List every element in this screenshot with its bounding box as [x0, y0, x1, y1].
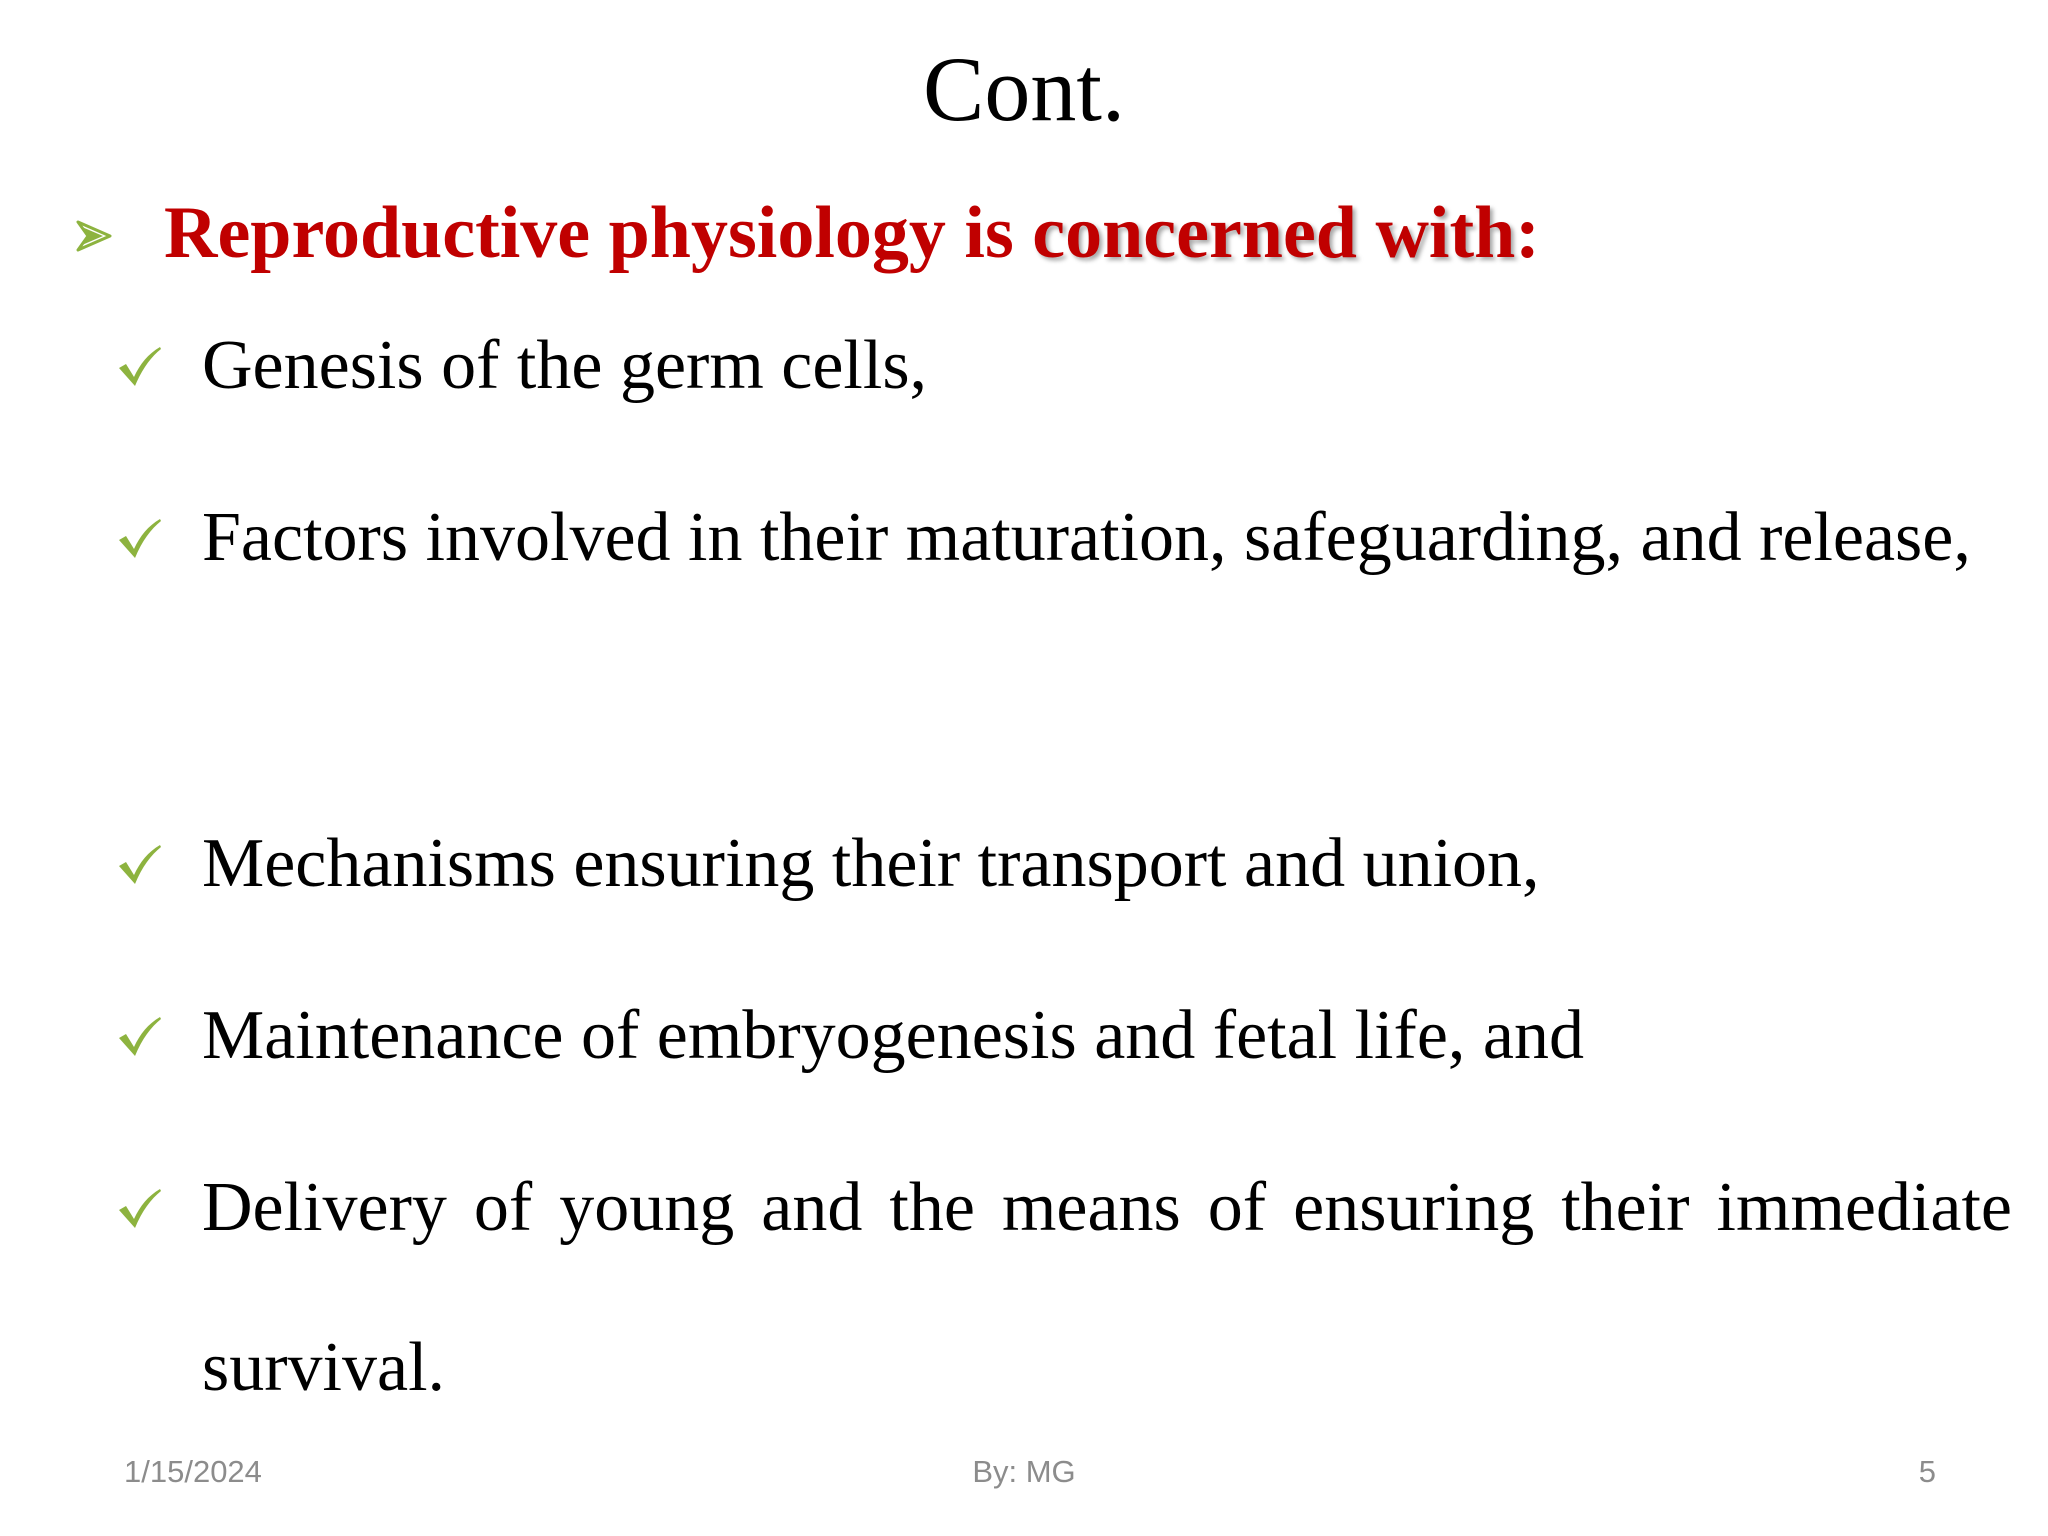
- list-item-text: Genesis of the germ cells,: [202, 327, 928, 404]
- check-icon: [116, 344, 162, 390]
- footer-date: 1/15/2024: [124, 1454, 262, 1489]
- slide-title: Cont.: [923, 38, 1125, 140]
- check-icon: [116, 1186, 162, 1232]
- check-icon: [116, 842, 162, 888]
- check-icon: [116, 516, 162, 562]
- list-item-text: Factors involved in their maturation, safeguarding, and release,: [202, 499, 1971, 576]
- arrow-icon: [76, 218, 112, 254]
- heading-text-emphasis: concerned with: [1032, 192, 1516, 274]
- list-item-text: Maintenance of embryogenesis and fetal life, and: [202, 997, 1584, 1074]
- page-number: 5: [1918, 1454, 1936, 1489]
- heading-row: [76, 188, 2016, 278]
- list-item-text: Mechanisms ensuring their transport and union,: [202, 825, 1540, 902]
- check-icon: [116, 1014, 162, 1060]
- heading-text-start: Reproductive physiology is: [164, 192, 1033, 274]
- list-item-text: Delivery of young and the means of ensuring their immediate survival.: [202, 1169, 2012, 1406]
- heading-text-colon: :: [1515, 192, 1540, 274]
- footer-author: By: MG: [972, 1454, 1076, 1489]
- section-heading: [164, 188, 1540, 278]
